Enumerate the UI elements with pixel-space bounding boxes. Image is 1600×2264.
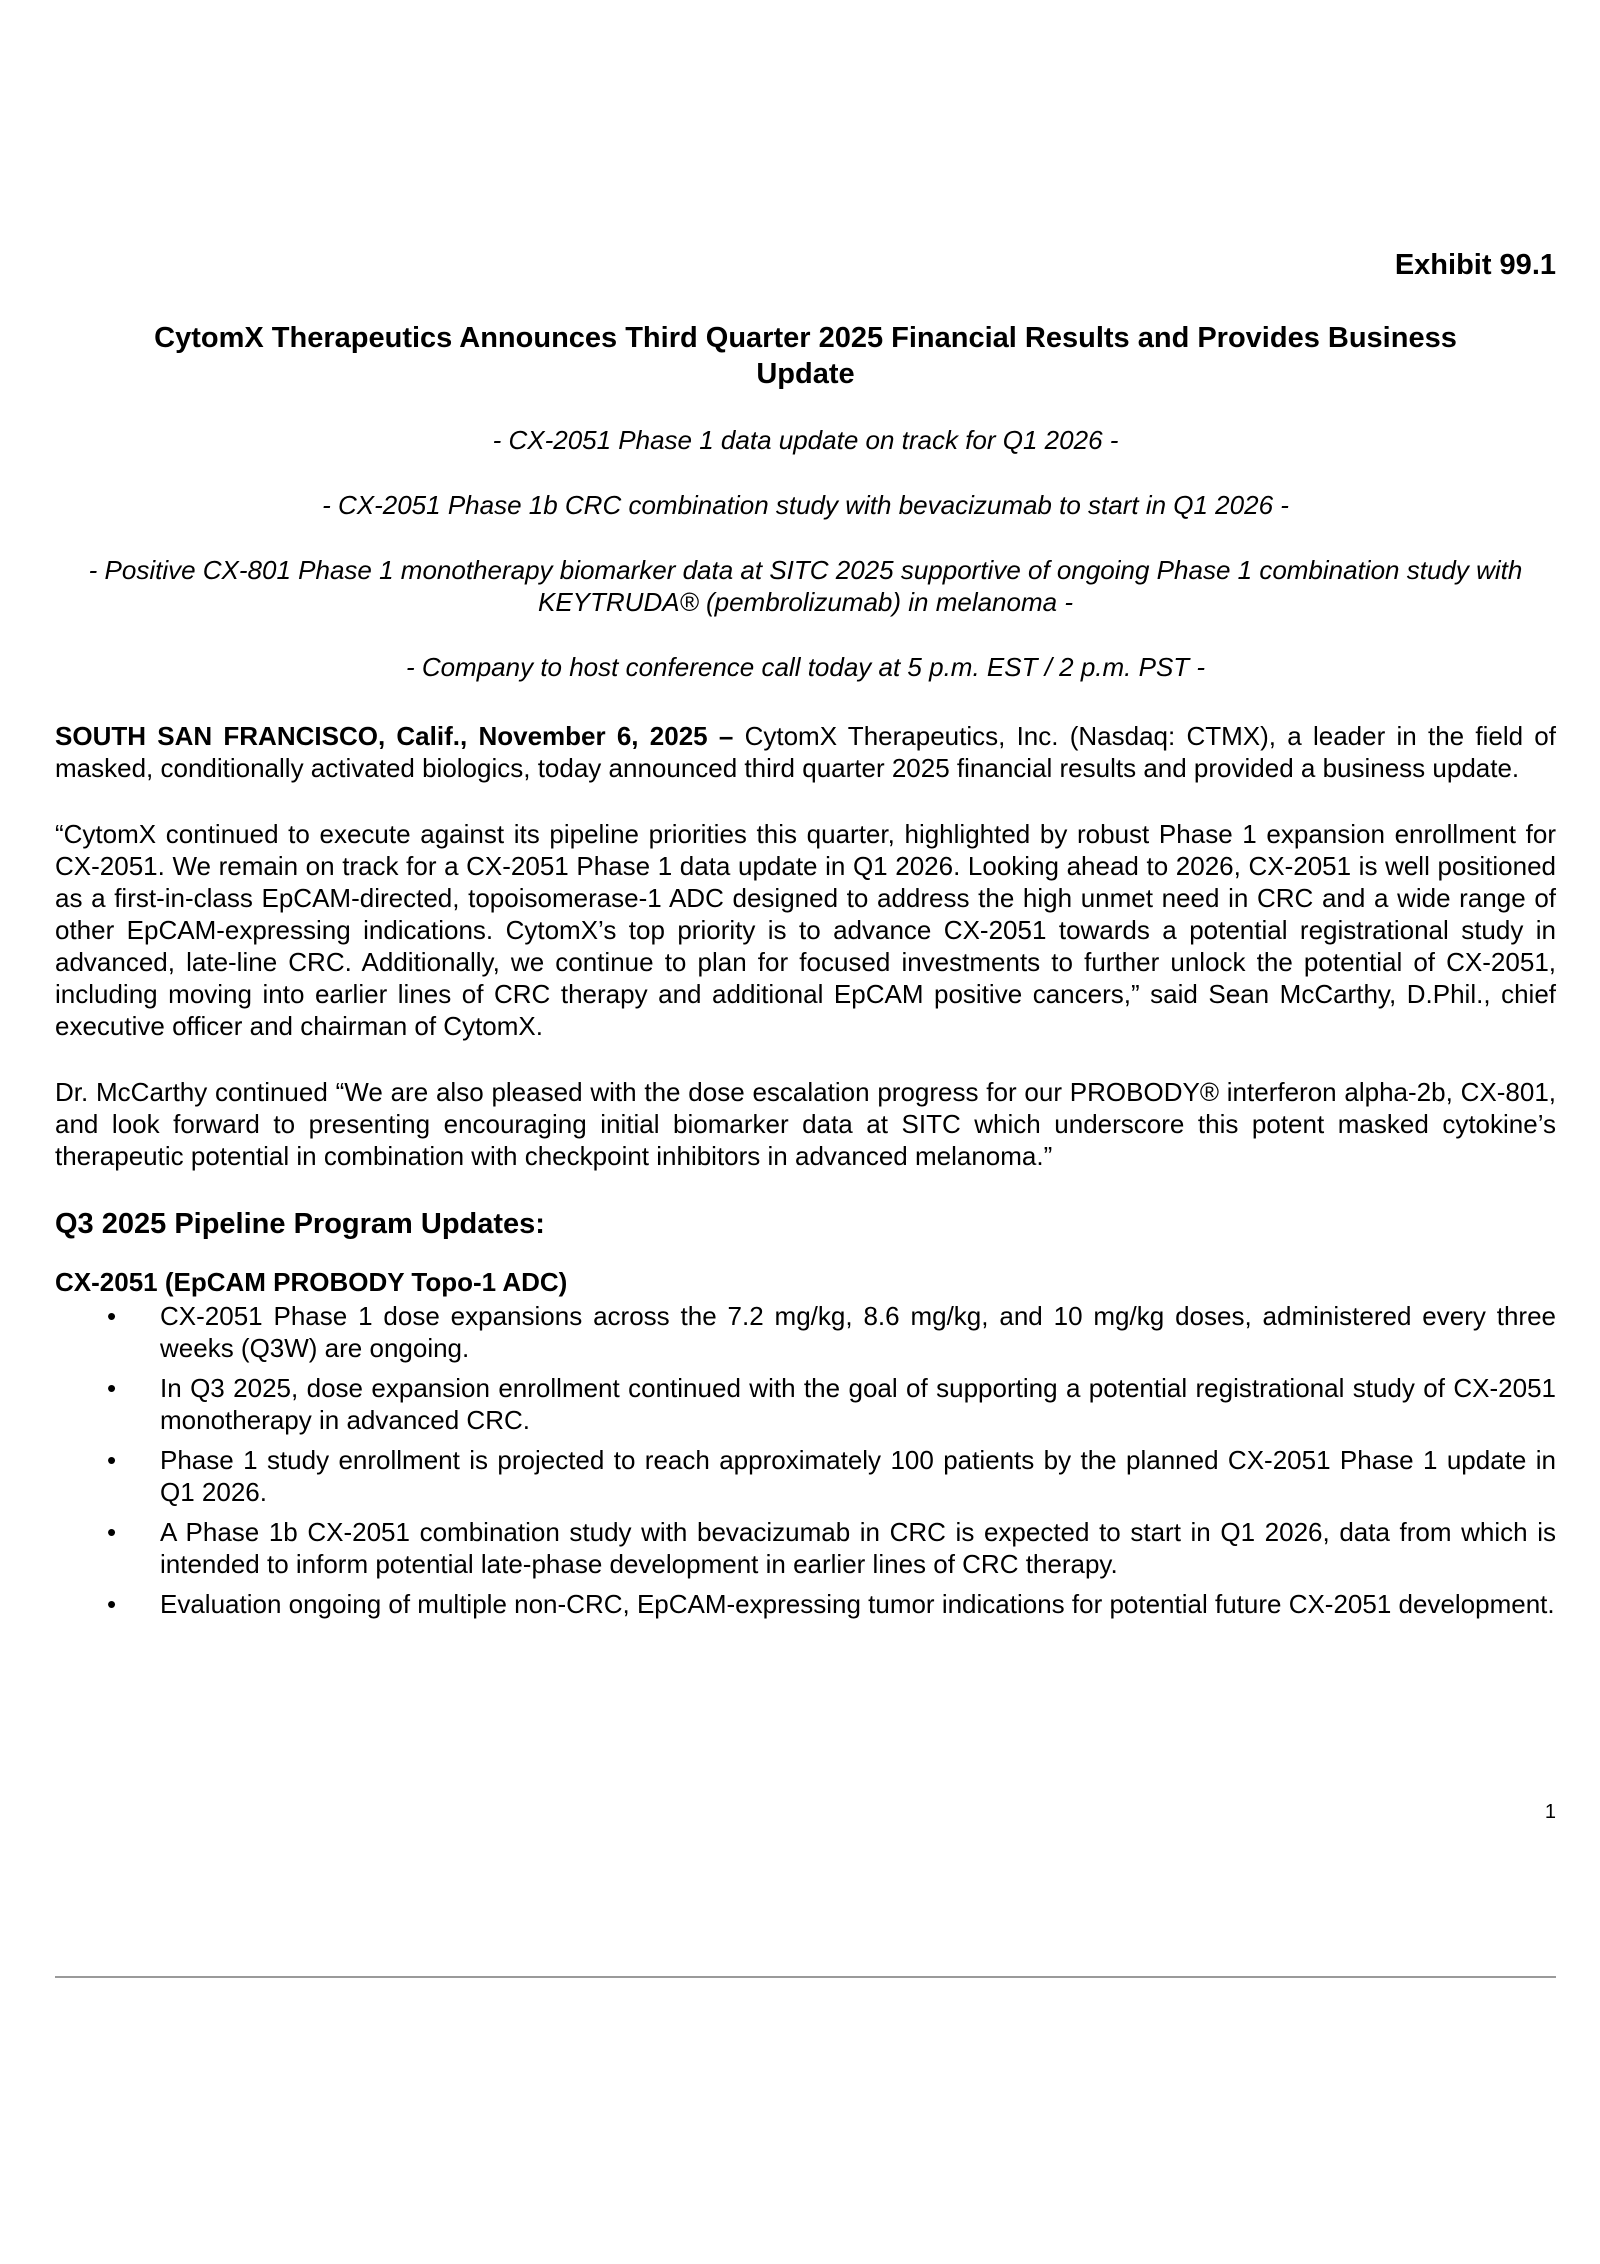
bullet-icon: • (107, 1301, 117, 1331)
subtitle-4: - Company to host conference call today at 5 p.m. EST / 2 p.m. PST - (405, 652, 1206, 682)
intro-text: CytomX Therapeutics, Inc. (Nasdaq: CTMX), a leader in the field of masked, conditionally activated biologics, today announced third quarter 2025 financial results and provided a business update. (55, 721, 1556, 783)
list-item-text: In Q3 2025, dose expansion enrollment continued with the goal of supporting a potential registrational study of CX-2051 monotherapy in advanced CRC. (160, 1373, 1556, 1435)
bullet-icon: • (107, 1589, 117, 1619)
dateline: SOUTH SAN FRANCISCO, Calif., November 6, 2025 – (55, 721, 734, 751)
subtitle-1: - CX-2051 Phase 1 data update on track for Q1 2026 - (492, 425, 1119, 455)
bullet-icon: • (107, 1445, 117, 1475)
subtitle-list (55, 424, 1556, 683)
list-item-text: Phase 1 study enrollment is projected to reach approximately 100 patients by the planned CX-2051 Phase 1 update in Q1 2026. (160, 1445, 1556, 1507)
list-item (55, 1372, 1556, 1436)
bullet-icon: • (107, 1373, 117, 1403)
list-item (55, 1516, 1556, 1580)
subtitle-2: - CX-2051 Phase 1b CRC combination study with bevacizumab to start in Q1 2026 - (322, 490, 1289, 520)
list-item (55, 1588, 1556, 1620)
page-divider (55, 1976, 1556, 1978)
list-item-text: Evaluation ongoing of multiple non-CRC, EpCAM-expressing tumor indications for potential future CX-2051 development. (160, 1589, 1555, 1619)
exhibit-label: Exhibit 99.1 (1394, 249, 1556, 281)
section-heading: Q3 2025 Pipeline Program Updates: (55, 1208, 545, 1240)
page-number: 1 (1544, 1801, 1556, 1823)
press-release-title (55, 320, 1556, 392)
program-bullet-list (55, 1300, 1556, 1620)
title-text: CytomX Therapeutics Announces Third Quarter 2025 Financial Results and Provides Business Update (154, 322, 1457, 390)
subtitle-3: - Positive CX-801 Phase 1 monotherapy biomarker data at SITC 2025 supportive of ongoing Phase 1 combination study with KEYTRUDA® (pembrolizumab) in melanoma - (88, 555, 1523, 617)
program-subheading: CX-2051 (EpCAM PROBODY Topo-1 ADC) (55, 1267, 568, 1297)
list-item (55, 1300, 1556, 1364)
intro-paragraph (55, 720, 1556, 784)
list-item-text: CX-2051 Phase 1 dose expansions across the 7.2 mg/kg, 8.6 mg/kg, and 10 mg/kg doses, administered every three weeks (Q3W) are ongoing. (160, 1301, 1556, 1363)
mccarthy-quote-paragraph: Dr. McCarthy continued “We are also pleased with the dose escalation progress for our PROBODY® interferon alpha-2b, CX-801, and look forward to presenting encouraging initial biomarker data at SITC which underscore this potent masked cytokine’s therapeutic potential in combination with checkpoint inhibitors in advanced melanoma.” (55, 1077, 1556, 1171)
list-item-text: A Phase 1b CX-2051 combination study with bevacizumab in CRC is expected to start in Q1 2026, data from which is intended to inform potential late-phase development in earlier lines of CRC therapy. (160, 1517, 1556, 1579)
ceo-quote-paragraph: “CytomX continued to execute against its pipeline priorities this quarter, highlighted by robust Phase 1 expansion enrollment for CX-2051. We remain on track for a CX-2051 Phase 1 data update in Q1 2026. Looking ahead to 2026, CX-2051 is well positioned as a first-in-class EpCAM-directed, topoisomerase-1 ADC designed to address the high unmet need in CRC and a wide range of other EpCAM-expressing indications. CytomX’s top priority is to advance CX-2051 towards a potential registrational study in advanced, late-line CRC. Additionally, we continue to plan for focused investments to further unlock the potential of CX-2051, including moving into earlier lines of CRC therapy and additional EpCAM positive cancers,” said Sean McCarthy, D.Phil., chief executive officer and chairman of CytomX. (55, 819, 1556, 1041)
bullet-icon: • (107, 1517, 117, 1547)
list-item (55, 1444, 1556, 1508)
body-text (55, 720, 1556, 1628)
